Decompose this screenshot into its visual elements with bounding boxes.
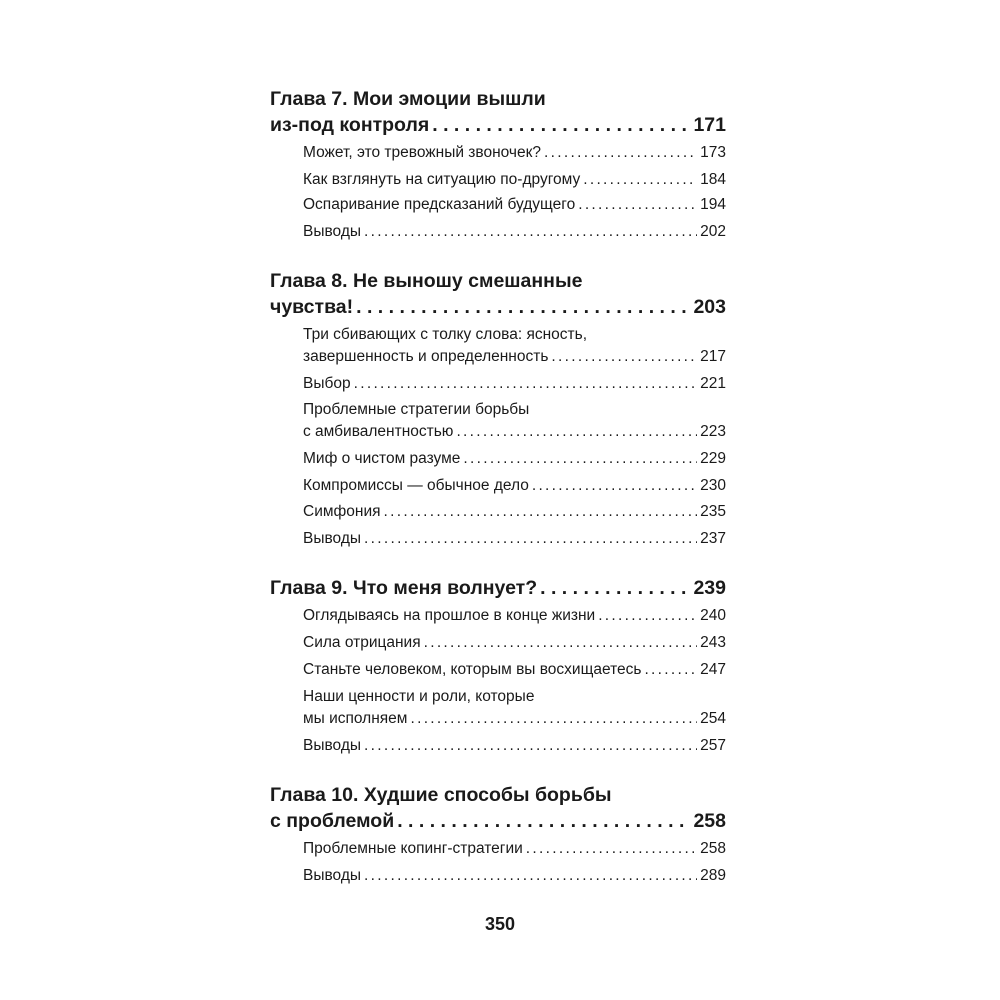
- entry-title: Наши ценности и роли, которые: [303, 688, 535, 706]
- entry-title: Сила отрицания: [303, 634, 421, 652]
- toc-entry-line: [303, 375, 726, 394]
- toc-entry-line: [303, 196, 726, 215]
- entry-title: с амбивалентностью: [303, 423, 454, 441]
- chapter-heading-line: [270, 577, 726, 600]
- dot-leader: [354, 375, 698, 394]
- entry-title: Проблемные стратегии борьбы: [303, 401, 530, 419]
- entry-title: мы исполняем: [303, 710, 408, 728]
- chapter-page-number: 239: [693, 577, 726, 600]
- entry-title: Проблемные копинг-стратегии: [303, 840, 523, 858]
- entry-title: Станьте человеком, которым вы восхищаетесь: [303, 661, 642, 679]
- chapter-page-number: 203: [693, 296, 726, 319]
- chapter-title: с проблемой: [270, 810, 395, 833]
- dot-leader: [364, 737, 697, 756]
- chapter-title: Глава 9. Что меня волнует?: [270, 577, 538, 600]
- dot-leader: [432, 114, 690, 137]
- toc-entry-line: [303, 840, 726, 859]
- toc-entry-line: [303, 867, 726, 886]
- dot-leader: [456, 423, 697, 442]
- chapter-page-number: 258: [693, 810, 726, 833]
- entry-title: завершенность и определенность: [303, 348, 549, 366]
- chapter-heading-line: [270, 88, 726, 111]
- chapter-title: из-под контроля: [270, 114, 430, 137]
- entry-page-number: 240: [700, 607, 726, 625]
- dot-leader: [532, 477, 697, 496]
- entry-page-number: 237: [700, 530, 726, 548]
- entry-title: Выводы: [303, 530, 362, 548]
- dot-leader: [583, 171, 697, 190]
- toc-entry-line: [303, 477, 726, 496]
- entry-title: Выбор: [303, 375, 351, 393]
- dot-leader: [578, 196, 697, 215]
- toc-entry-line: [303, 144, 726, 163]
- entry-page-number: 221: [700, 375, 726, 393]
- dot-leader: [540, 577, 690, 600]
- entry-page-number: 194: [700, 196, 726, 214]
- toc-entry-line: [303, 710, 726, 729]
- entry-title: Миф о чистом разуме: [303, 450, 461, 468]
- entry-title: Выводы: [303, 737, 362, 755]
- toc-entry-line: [303, 530, 726, 549]
- entry-page-number: 258: [700, 840, 726, 858]
- entry-page-number: 223: [700, 423, 726, 441]
- dot-leader: [410, 710, 697, 729]
- chapter-heading-line: [270, 296, 726, 319]
- dot-leader: [644, 661, 697, 680]
- chapter-heading-line: [270, 784, 726, 807]
- entry-page-number: 289: [700, 867, 726, 885]
- chapter-heading-line: [270, 270, 726, 293]
- entry-title: Оспаривание предсказаний будущего: [303, 196, 576, 214]
- entry-page-number: 229: [700, 450, 726, 468]
- dot-leader: [397, 810, 690, 833]
- entry-title: Может, это тревожный звоночек?: [303, 144, 542, 162]
- toc-entry-line: [303, 634, 726, 653]
- entry-title: Выводы: [303, 867, 362, 885]
- toc-entry-line: [303, 661, 726, 680]
- dot-leader: [598, 607, 697, 626]
- entry-page-number: 257: [700, 737, 726, 755]
- chapter-heading-line: [270, 810, 726, 833]
- dot-leader: [551, 348, 697, 367]
- entry-page-number: 235: [700, 503, 726, 521]
- chapter-page-number: 171: [693, 114, 726, 137]
- toc-entry-line: [303, 450, 726, 469]
- dot-leader: [364, 223, 697, 242]
- chapter-title: чувства!: [270, 296, 354, 319]
- toc-entry-line: [303, 326, 726, 344]
- entry-title: Симфония: [303, 503, 381, 521]
- entry-page-number: 230: [700, 477, 726, 495]
- entry-page-number: 217: [700, 348, 726, 366]
- toc-entry-line: [303, 171, 726, 190]
- entry-title: Оглядываясь на прошлое в конце жизни: [303, 607, 596, 625]
- toc-entry-line: [303, 737, 726, 756]
- page-number: 350: [484, 914, 516, 934]
- chapter-title: Глава 8. Не выношу смешанные: [270, 270, 583, 293]
- entry-page-number: 243: [700, 634, 726, 652]
- dot-leader: [384, 503, 698, 522]
- toc-entry-line: [303, 607, 726, 626]
- toc-entry-line: [303, 401, 726, 419]
- toc-entry-line: [303, 348, 726, 367]
- dot-leader: [424, 634, 698, 653]
- entry-title: Три сбивающих с толку слова: ясность,: [303, 326, 587, 344]
- dot-leader: [526, 840, 697, 859]
- dot-leader: [364, 530, 697, 549]
- dot-leader: [544, 144, 697, 163]
- entry-title: Компромиссы — обычное дело: [303, 477, 529, 495]
- toc-entry-line: [303, 688, 726, 706]
- toc-entry-line: [303, 423, 726, 442]
- toc-entry-line: [303, 223, 726, 242]
- entry-title: Как взглянуть на ситуацию по-другому: [303, 171, 581, 189]
- dot-leader: [356, 296, 690, 319]
- chapter-title: Глава 10. Худшие способы борьбы: [270, 784, 612, 807]
- entry-page-number: 254: [700, 710, 726, 728]
- entry-title: Выводы: [303, 223, 362, 241]
- entry-page-number: 247: [700, 661, 726, 679]
- chapter-title: Глава 7. Мои эмоции вышли: [270, 88, 546, 111]
- entry-page-number: 173: [700, 144, 726, 162]
- entry-page-number: 184: [700, 171, 726, 189]
- dot-leader: [463, 450, 697, 469]
- entry-page-number: 202: [700, 223, 726, 241]
- toc-entry-line: [303, 503, 726, 522]
- chapter-heading-line: [270, 114, 726, 137]
- dot-leader: [364, 867, 697, 886]
